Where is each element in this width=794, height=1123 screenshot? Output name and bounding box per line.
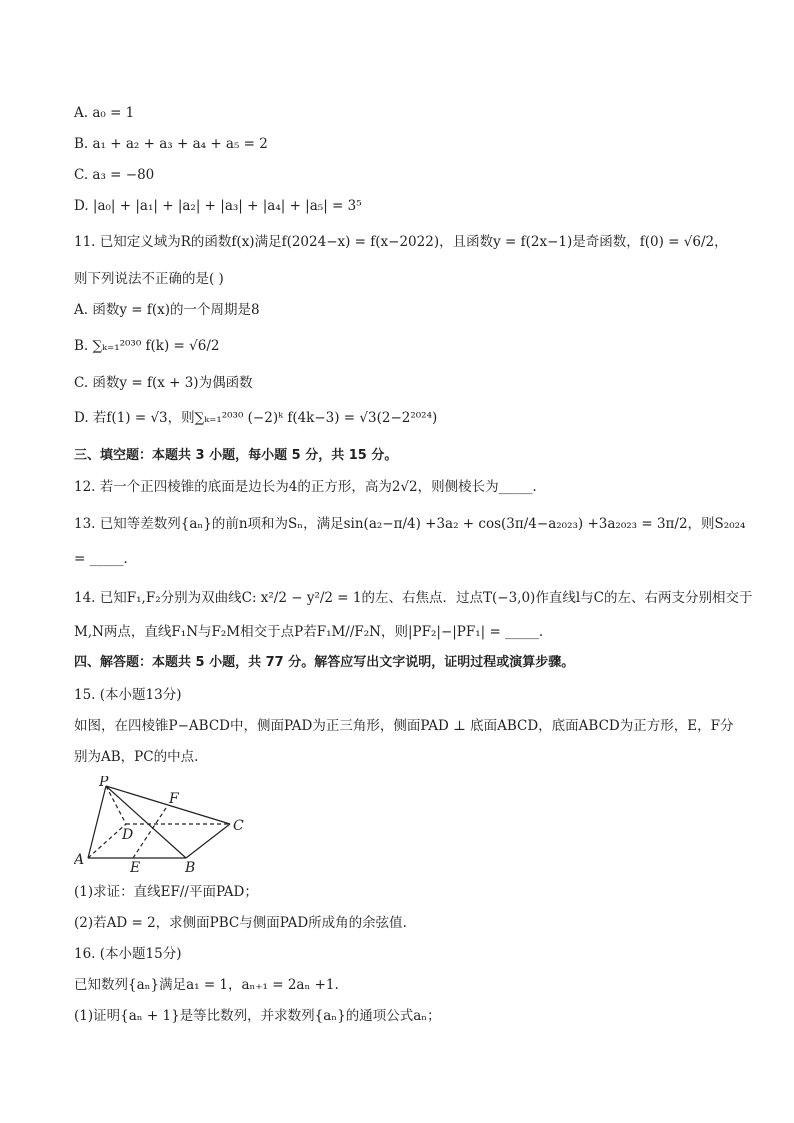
option-10b: B. a₁ + a₂ + a₃ + a₄ + a₅ = 2 [74, 136, 268, 152]
question-15-text-cont: 别为AB，PC的中点. [74, 749, 199, 765]
question-13-cont: = _____. [74, 551, 128, 567]
option-10c: C. a₃ = −80 [74, 167, 155, 183]
edge-AD [88, 824, 126, 858]
edge-PA [88, 786, 106, 858]
question-15-part1: (1)求证：直线EF//平面PAD； [74, 884, 258, 900]
option-11d: D. 若f(1) = √3，则∑ₖ₌₁²⁰³⁰ (−2)ᵏ f(4k−3) = √3(2−2²⁰²⁴) [74, 410, 438, 426]
question-11-cont: 则下列说法不正确的是( ) [74, 271, 224, 287]
question-13: 13. 已知等差数列{aₙ}的前n项和为Sₙ，满足sin(a₂−π/4) +3a₂ + cos(3π/4−a₂₀₂₃) +3a₂₀₂₃ = 3π/2，则S₂₀₂₄ [74, 516, 746, 532]
question-15-text: 如图，在四棱锥P−ABCD中，侧面PAD为正三角形，侧面PAD ⊥ 底面ABCD，底面ABCD为正方形，E，F分 [74, 718, 734, 734]
question-14-cont: M,N两点，直线F₁N与F₂M相交于点P若F₁M//F₂N，则|PF₂|−|PF₁| = _____. [74, 624, 544, 640]
segment-EF [133, 805, 168, 858]
label-B: B [185, 860, 196, 876]
label-P: P [99, 776, 109, 790]
option-10d: D. |a₀| + |a₁| + |a₂| + |a₃| + |a₄| + |a₅| = 3⁵ [74, 198, 362, 214]
option-10a: A. a₀ = 1 [74, 105, 135, 121]
option-11a: A. 函数y = f(x)的一个周期是8 [74, 302, 260, 318]
label-C: C [233, 818, 244, 834]
question-16-part1: (1)证明{aₙ + 1}是等比数列，并求数列{aₙ}的通项公式aₙ； [74, 1008, 441, 1024]
label-E: E [130, 860, 141, 876]
label-A: A [74, 852, 85, 868]
option-11c: C. 函数y = f(x + 3)为偶函数 [74, 375, 253, 391]
question-16: 16. (本小题15分) [74, 946, 182, 962]
question-15: 15. (本小题13分) [74, 687, 182, 703]
pyramid-figure [74, 776, 254, 876]
question-15-part2: (2)若AD = 2，求侧面PBC与侧面PAD所成角的余弦值. [74, 915, 407, 931]
section-solve: 四、解答题：本题共 5 小题，共 77 分。解答应写出文字说明，证明过程或演算步骤。 [74, 655, 575, 670]
label-D: D [122, 827, 134, 843]
edge-PC [106, 786, 230, 824]
question-12: 12. 若一个正四棱锥的底面是边长为4的正方形，高为2√2，则侧棱长为_____. [74, 479, 537, 495]
edge-BC [186, 824, 230, 858]
section-fill-in: 三、填空题：本题共 3 小题，每小题 5 分，共 15 分。 [74, 448, 398, 463]
question-11: 11. 已知定义域为R的函数f(x)满足f(2024−x) = f(x−2022)，且函数y = f(2x−1)是奇函数，f(0) = √6/2， [74, 234, 728, 250]
question-14: 14. 已知F₁,F₂分别为双曲线C: x²/2 − y²/2 = 1的左、右焦点．过点T(−3,0)作直线l与C的左、右两支分别相交于 [74, 590, 753, 606]
option-11b: B. ∑ₖ₌₁²⁰³⁰ f(k) = √6/2 [74, 338, 220, 354]
question-16-text: 已知数列{aₙ}满足a₁ = 1，aₙ₊₁ = 2aₙ +1. [74, 977, 339, 993]
label-F: F [169, 791, 179, 807]
